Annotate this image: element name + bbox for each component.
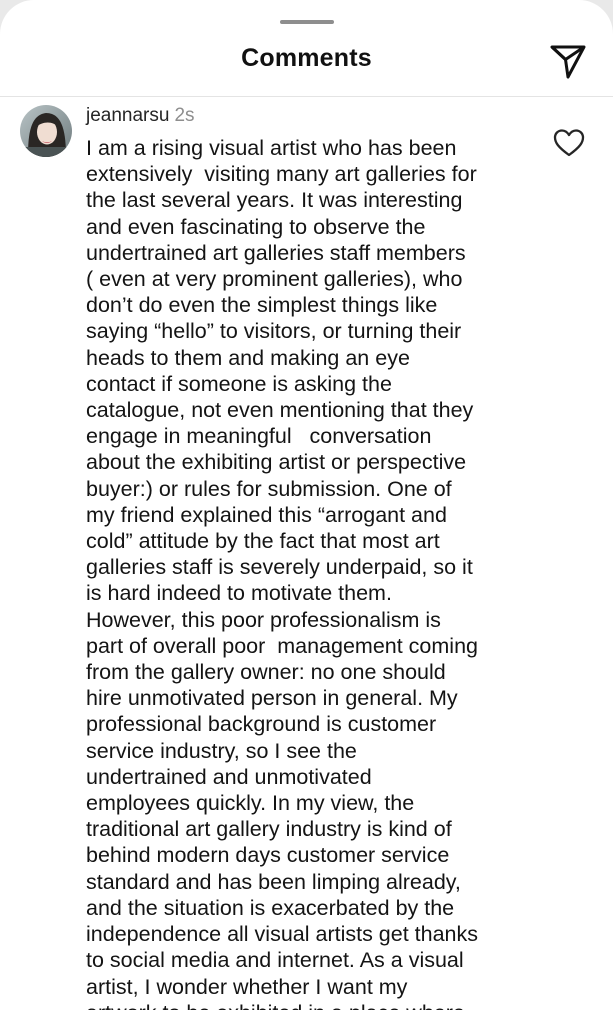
bottom-edge-mask [0,1010,613,1024]
comment-text-line: cold” attitude by the fact that most art [86,529,440,554]
comment-text-line: traditional art gallery industry is kind of [86,817,452,842]
avatar-photo [20,105,72,157]
comment-text-line: the last several years. It was interesting [86,188,463,213]
share-button[interactable] [548,42,588,82]
comment-text-line: is hard indeed to motivate them. [86,581,392,606]
comment-text-line: hire unmotivated person in general. My [86,686,458,711]
comment-text-line: part of overall poor management coming [86,633,478,658]
page-title: Comments [241,44,372,72]
comment-text-line: from the gallery owner: no one should [86,660,446,685]
comment-text-line: service industry, so I see the [86,738,357,763]
comment-text-line: professional background is customer [86,712,437,737]
heart-outline-icon [552,127,586,159]
comment-text-line: I am a rising visual artist who has been [86,136,457,160]
comment-text-line: independence all visual artists get thanks [86,922,479,947]
comment-item [0,97,613,1024]
comment-text-line: galleries staff is severely underpaid, so it [86,555,473,580]
comment-text-line: and even fascinating to observe the [86,214,426,239]
comment-text-line: employees quickly. In my view, the [86,791,415,816]
comment-text-line: undertrained and unmotivated [86,764,372,789]
comment-text-line: behind modern days customer service [86,843,450,868]
comment-text-line: ( even at very prominent galleries), who [86,267,463,292]
comment-timestamp: 2s [174,105,195,126]
comment-text-line: my friend explained this “arrogant and [86,502,447,527]
comment-text-line: saying “hello” to visitors, or turning their [86,319,462,344]
like-button[interactable] [552,127,586,159]
comment-text-line: buyer:) or rules for submission. One of [86,476,452,501]
comment-username[interactable]: jeannarsu [86,105,170,126]
comment-text-line: engage in meaningful conversation [86,424,432,449]
comment-text-line: undertrained art galleries staff members [86,240,466,265]
comment-text-line: heads to them and making an eye [86,345,410,370]
sheet-grabber-handle[interactable] [280,20,334,24]
comment-text [86,135,526,1024]
comment-text-line: contact if someone is asking the [86,371,392,396]
comment-meta [86,105,195,127]
user-avatar[interactable] [20,105,72,157]
comment-text-line: extensively visiting many art galleries for [86,162,477,187]
comment-text-line: and the situation is exacerbated by the [86,895,455,920]
comment-text-line: don’t do even the simplest things like [86,293,438,318]
comment-text-line: catalogue, not even mentioning that they [86,398,474,423]
comment-text-line: standard and has been limping already, [86,869,461,894]
comment-text-line: artist, I wonder whether I want my [86,974,408,999]
comment-text-line: However, this poor professionalism is [86,607,441,632]
paper-plane-icon [548,42,588,82]
comment-text-line: to social media and internet. As a visual [86,948,464,973]
comment-text-line: about the exhibiting artist or perspective [86,450,467,475]
